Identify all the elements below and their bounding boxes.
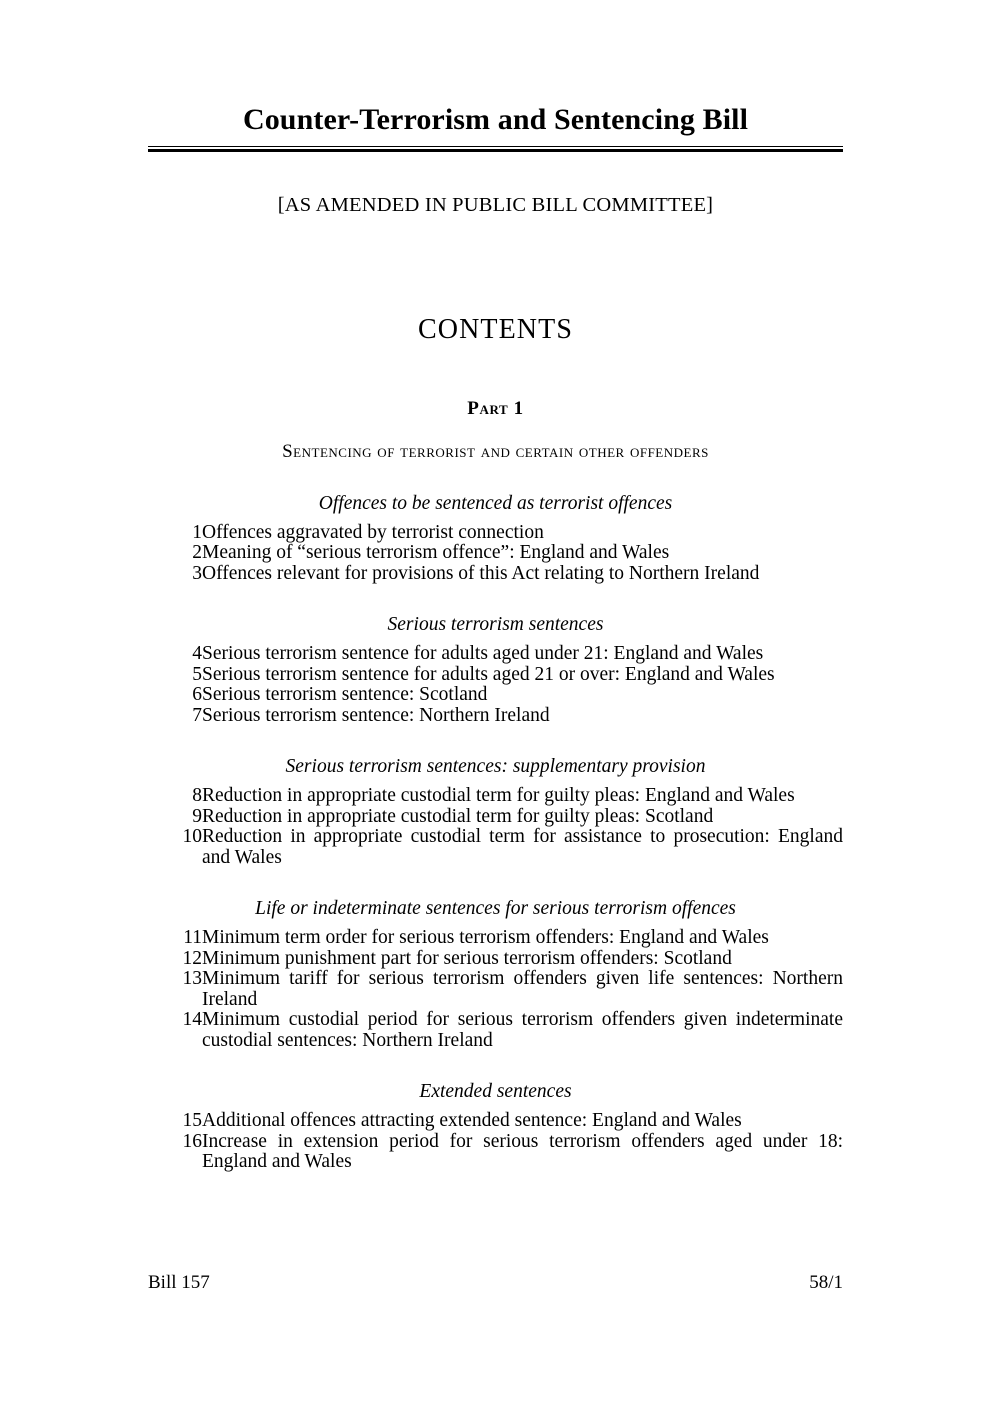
contents-entry-title[interactable]: Reduction in appropriate custodial term for guilty pleas: Scotland [202,805,714,827]
contents-item-list [148,928,843,1051]
contents-entry-number: 16 [182,1130,202,1152]
contents-entry-number: 9 [192,805,202,827]
contents-entry-number: 11 [183,927,202,949]
page-title: Counter-Terrorism and Sentencing Bill [242,103,749,136]
contents-entry-title[interactable]: Serious terrorism sentence: Scotland [202,684,488,706]
contents-entry-title[interactable]: Serious terrorism sentence for adults aged under 21: England and Wales [202,643,764,665]
contents-entry-number: 3 [192,562,202,584]
contents-entry[interactable] [148,543,843,564]
contents-entry[interactable] [148,685,843,706]
contents-entry[interactable] [148,969,843,1010]
contents-groups [148,463,843,1173]
contents-group [148,584,843,726]
contents-entry-title[interactable]: Offences aggravated by terrorist connection [202,521,544,543]
contents-entry[interactable] [148,564,843,585]
contents-group-heading: Offences to be sentenced as terrorist offences [318,492,673,514]
contents-group-heading: Extended sentences [419,1081,572,1103]
contents-group [148,463,843,585]
contents-entry[interactable] [148,827,843,868]
contents-entry[interactable] [148,807,843,828]
contents-entry[interactable] [148,706,843,727]
contents-item-list [148,523,843,585]
contents-entry-title[interactable]: Increase in extension period for serious terrorism offenders aged under 18: England and Wales [202,1130,843,1173]
contents-entry-number: 13 [182,968,202,990]
contents-entry[interactable] [148,1010,843,1051]
amendment-note: [AS AMENDED IN PUBLIC BILL COMMITTEE] [277,193,714,216]
footer-page-reference: 58/1 [809,1272,843,1293]
contents-group [148,726,843,868]
footer-bill-number: Bill 157 [148,1272,210,1293]
contents-group [148,1051,843,1173]
contents-entry-title[interactable]: Minimum term order for serious terrorism offenders: England and Wales [202,927,769,949]
contents-entry[interactable] [148,523,843,544]
contents-group-heading: Serious terrorism sentences: supplementary provision [285,756,706,778]
contents-entry[interactable] [148,1111,843,1132]
contents-entry-title[interactable]: Meaning of “serious terrorism offence”: England and Wales [202,542,670,564]
contents-entry[interactable] [148,928,843,949]
contents-entry-title[interactable]: Minimum punishment part for serious terrorism offenders: Scotland [202,947,732,969]
contents-entry-number: 7 [192,704,202,726]
contents-heading: CONTENTS [417,313,574,345]
contents-entry-title[interactable]: Additional offences attracting extended sentence: England and Wales [202,1110,742,1132]
contents-entry-number: 1 [192,521,202,543]
contents-item-list [148,644,843,726]
contents-entry-title[interactable]: Serious terrorism sentence for adults aged 21 or over: England and Wales [202,663,775,685]
contents-group [148,868,843,1051]
contents-entry-number: 4 [192,643,202,665]
contents-group-heading: Life or indeterminate sentences for serious terrorism offences [255,898,736,920]
contents-entry-title[interactable]: Reduction in appropriate custodial term for guilty pleas: England and Wales [202,785,795,807]
contents-item-list [148,786,843,868]
page-footer [148,1272,843,1294]
contents-entry-number: 12 [182,947,202,969]
contents-entry-number: 6 [192,684,202,706]
contents-entry-number: 2 [192,542,202,564]
contents-entry-number: 8 [192,785,202,807]
contents-entry-title[interactable]: Offences relevant for provisions of this Act relating to Northern Ireland [202,562,760,584]
contents-entry-title[interactable]: Serious terrorism sentence: Northern Ireland [202,704,550,726]
contents-entry-number: 14 [182,1009,202,1031]
contents-entry[interactable] [148,644,843,665]
contents-group-heading: Serious terrorism sentences [387,614,604,636]
contents-entry-title[interactable]: Minimum custodial period for serious terrorism offenders given indeterminate custodial sentences: Northern Ireland [202,1009,843,1051]
contents-entry-number: 5 [192,663,202,685]
contents-entry[interactable] [148,949,843,970]
page-content [148,0,843,1173]
contents-entry-title[interactable]: Minimum tariff for serious terrorism offenders given life sentences: Northern Ireland [202,968,843,1010]
contents-item-list [148,1111,843,1173]
part-heading: Part 1 [467,397,524,419]
contents-entry-number: 10 [182,826,202,848]
contents-entry[interactable] [148,665,843,686]
contents-entry[interactable] [148,786,843,807]
contents-entry-number: 15 [182,1110,202,1132]
contents-entry-title[interactable]: Reduction in appropriate custodial term for assistance to prosecution: England and Wales [202,826,843,868]
contents-entry[interactable] [148,1132,843,1173]
part-subheading: Sentencing of terrorist and certain other offenders [282,440,709,462]
